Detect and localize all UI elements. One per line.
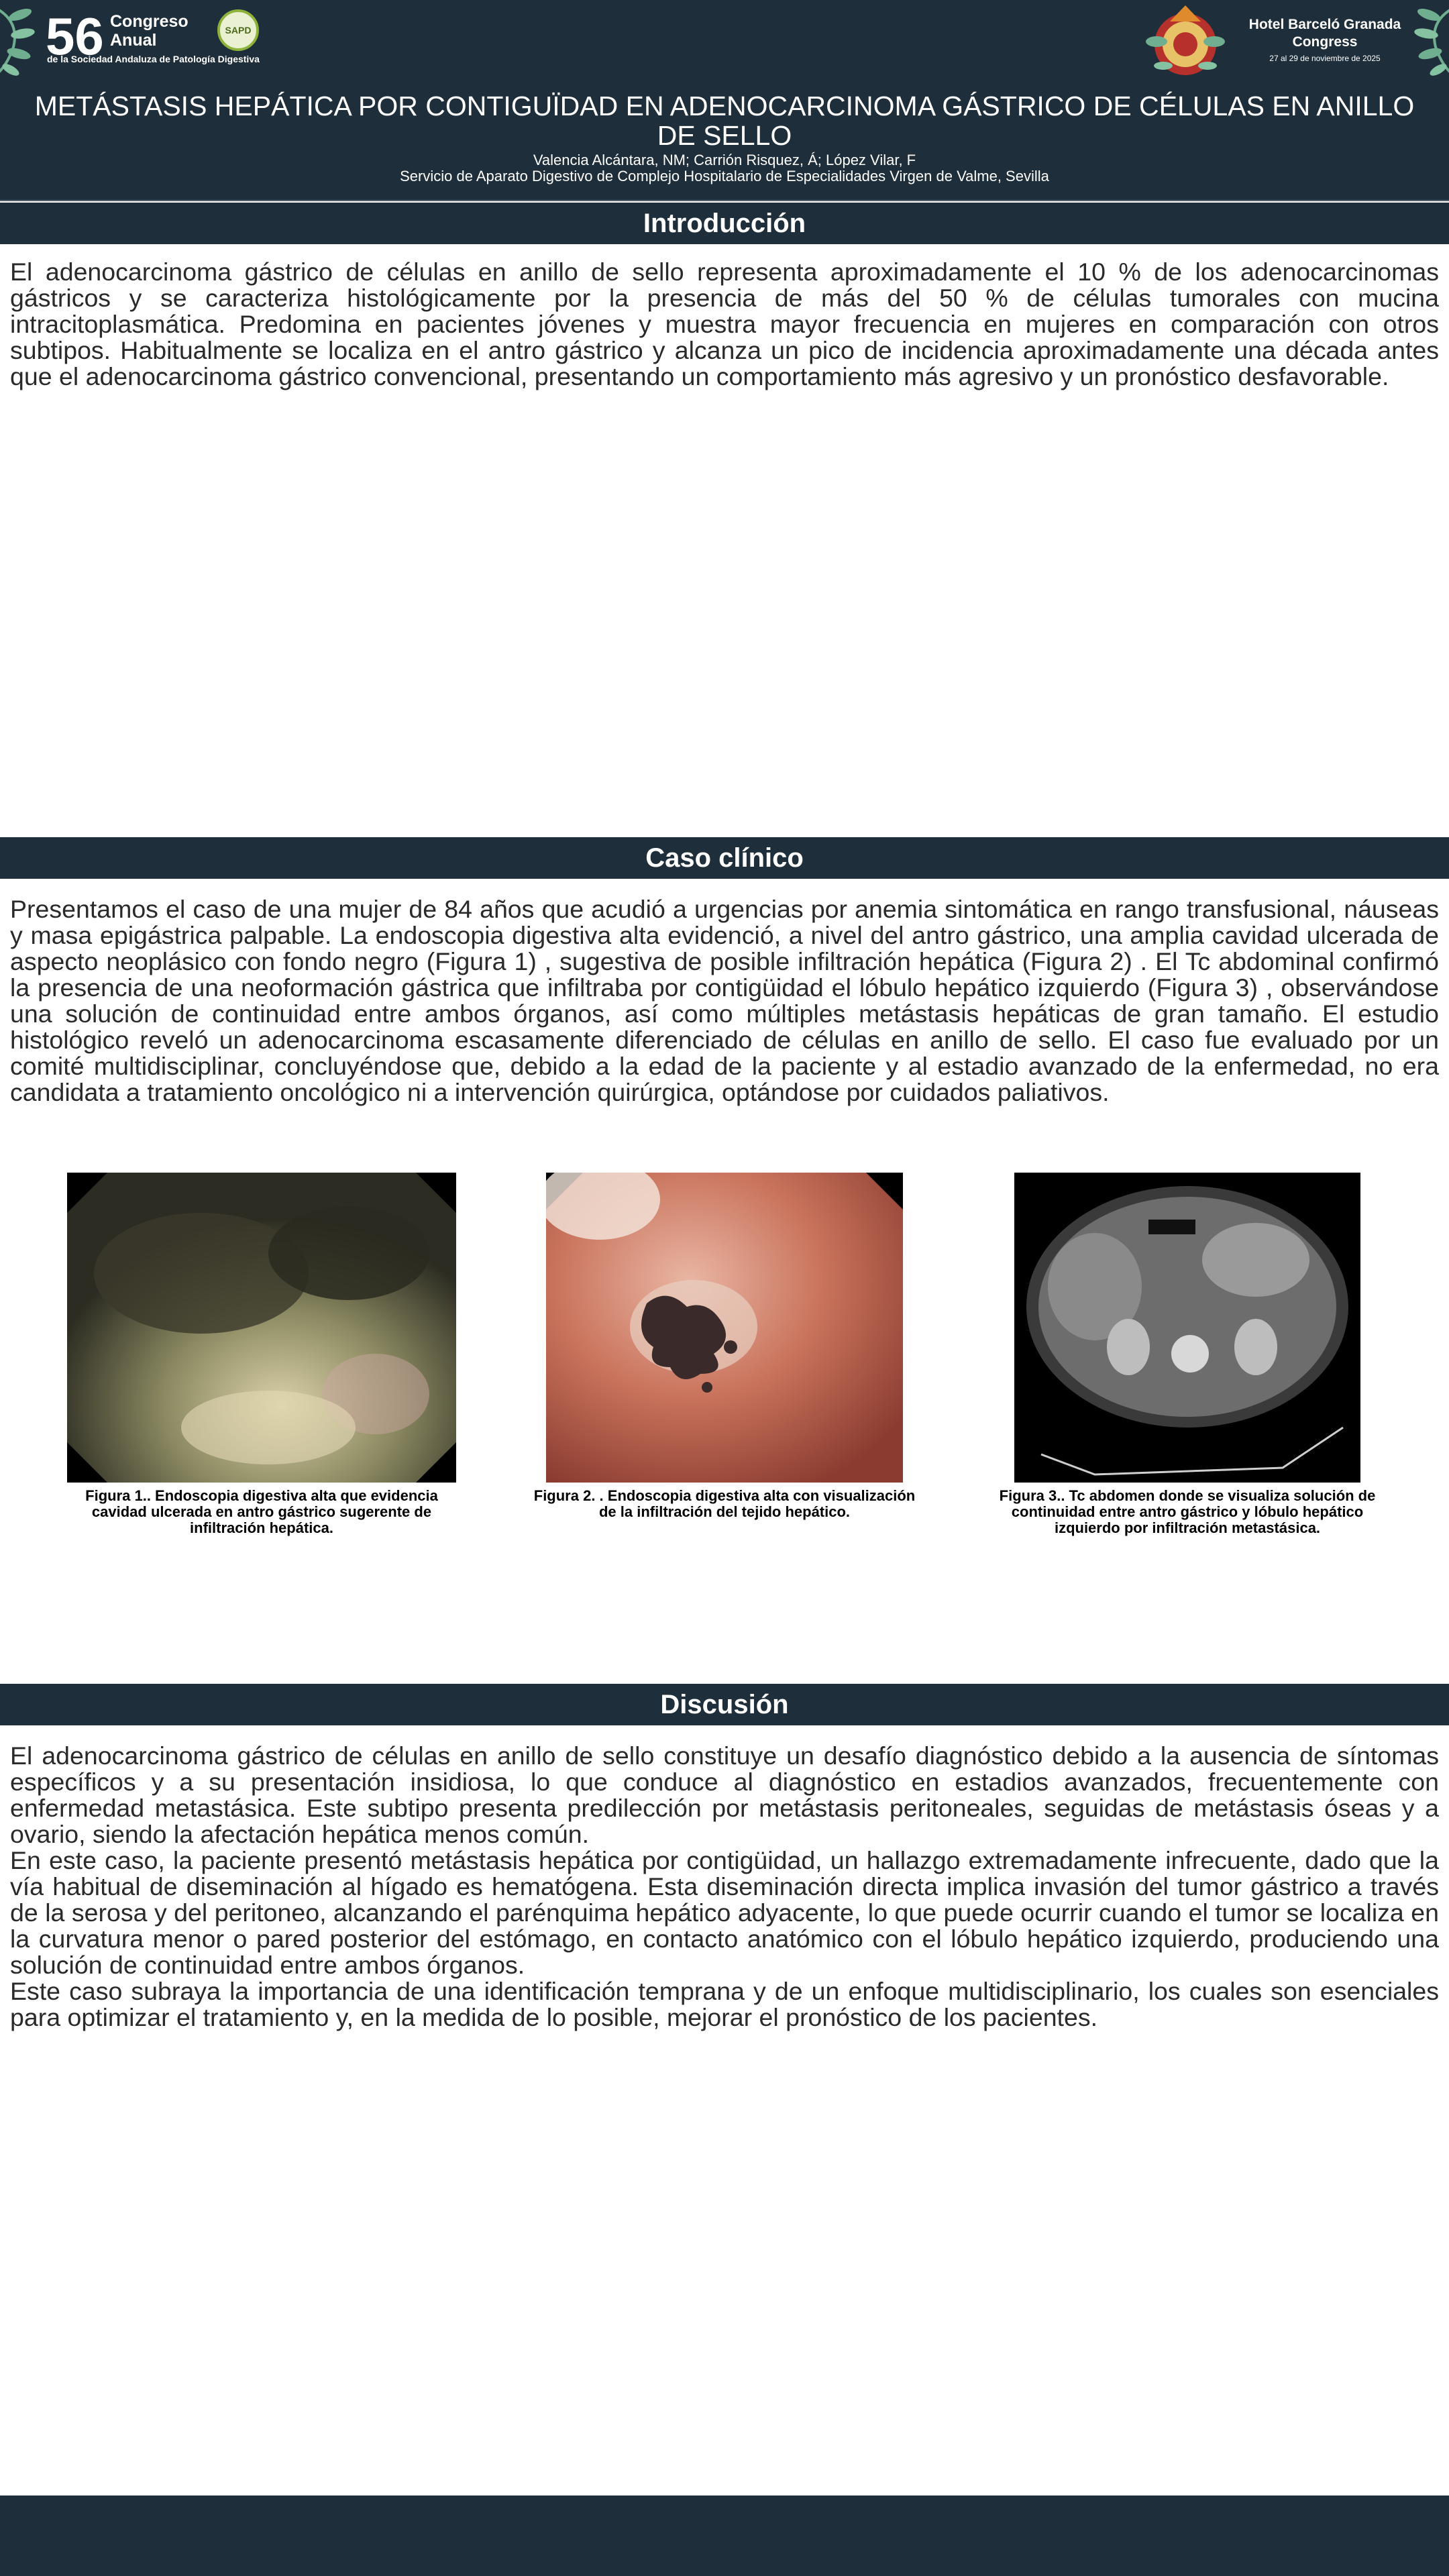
venue-name: Hotel Barceló Granada Congress <box>1248 17 1401 50</box>
granada-pomegranate-emblem-icon <box>1143 1 1228 82</box>
figure-1-caption: Figura 1.. Endoscopia digestiva alta que evidencia cavidad ulcerada en antro gástrico sugerente de infiltración hepática. <box>85 1487 438 1536</box>
leaf-ornament-left-icon <box>0 0 40 80</box>
society-name: de la Sociedad Andaluza de Patología Digestiva <box>47 54 260 64</box>
figure-3-graphic <box>1014 1173 1360 1483</box>
figure-2-caption: Figura 2. . Endoscopia digestiva alta con visualización de la infiltración del tejido hepático. <box>533 1487 916 1520</box>
poster-authors: Valencia Alcántara, NM; Carrión Risquez, Á; López Vilar, F <box>533 152 916 168</box>
header-divider <box>0 200 1449 201</box>
discussion-paragraph-2: En este caso, la paciente presentó metástasis hepática por contigüidad, un hallazgo extremadamente infrecuente, dado que la vía habitual de diseminación al hígado es hematógena. Esta diseminación directa implica invasión del tumor gástrico a través de la serosa y del peritoneo, alcanzando el parénquima hepático adyacente, lo que puede ocurrir cuando el tumor se localiza en la curvatura menor o pared posterior del estómago, en contacto anatómico con el lóbulo hepático izquierdo, produciendo una solución de continuidad entre ambos órganos. <box>10 1846 1439 1979</box>
discussion-paragraph-1: El adenocarcinoma gástrico de células en anillo de sello constituye un desafío diagnóstico debido a la ausencia de síntomas específicos y a su presentación insidiosa, lo que conduce al diagnóstico en estadios avanzados, frecuentemente con enfermedad metastásica. Este subtipo presenta predilección por metástasis peritoneales, seguidas de metástasis óseas y a ovario, siendo la afectación hepática menos común. <box>10 1741 1439 1848</box>
congress-label-text: Congreso Anual <box>110 12 189 50</box>
figure-1-endoscopy-image <box>67 1173 456 1483</box>
sapd-logo: SAPD <box>217 9 259 51</box>
figure-1-graphic <box>67 1173 456 1483</box>
poster-footer <box>0 2496 1449 2576</box>
case-heading: Caso clínico <box>0 837 1449 879</box>
figure-3-ct-image <box>1014 1173 1360 1483</box>
poster-header <box>0 0 1449 200</box>
poster-title: METÁSTASIS HEPÁTICA POR CONTIGUÏDAD EN ADENOCARCINOMA GÁSTRICO DE CÉLULAS EN ANILLO DE SELLO <box>34 91 1415 151</box>
case-paragraph: Presentamos el caso de una mujer de 84 años que acudió a urgencias por anemia sintomática en rango transfusional, náuseas y masa epigástrica palpable. La endoscopia digestiva alta evidenció, a nivel del antro gástrico, una amplia cavidad ulcerada de aspecto neoplásico con fondo negro (Figura 1) , sugestiva de posible infiltración hepática (Figura 2) . El Tc abdominal confirmó la presencia de una neoformación gástrica que infiltraba por contigüidad el lóbulo hepático izquierdo (Figura 3) , observándose una solución de continuidad entre ambos órganos, así como múltiples metástasis hepáticas de gran tamaño. El estudio histológico reveló un adenocarcinoma escasamente diferenciado de células en anillo de sello. El caso fue evaluado por un comité multidisciplinar, concluyéndose que, debido a la edad de la paciente y al estadio avanzado de la enfermedad, no era candidata a tratamiento oncológico ni a intervención quirúrgica, optándose por cuidados paliativos. <box>10 895 1439 1106</box>
discussion-text <box>10 1743 1439 2031</box>
venue-dates: 27 al 29 de noviembre de 2025 <box>1269 54 1381 63</box>
introduction-text <box>10 259 1439 390</box>
discussion-heading: Discusión <box>0 1684 1449 1725</box>
leaf-ornament-right-icon <box>1409 0 1449 80</box>
figure-3-caption: Figura 3.. Tc abdomen donde se visualiza solución de continuidad entre antro gástrico y lóbulo hepático izquierdo por infiltración metastásica. <box>999 1487 1376 1536</box>
congress-number: 56 <box>46 7 104 66</box>
discussion-paragraph-3: Este caso subraya la importancia de una identificación temprana y de un enfoque multidisciplinario, los cuales son esenciales para optimizar el tratamiento y, en la medida de lo posible, mejorar el pronóstico de los pacientes. <box>10 1977 1439 2031</box>
poster-affiliation: Servicio de Aparato Digestivo de Complejo Hospitalario de Especialidades Virgen de Valme, Sevilla <box>400 168 1049 184</box>
case-text <box>10 896 1439 1106</box>
congress-label <box>110 12 191 50</box>
figure-2-graphic <box>546 1173 903 1483</box>
introduction-paragraph: El adenocarcinoma gástrico de células en anillo de sello representa aproximadamente el 10 % de los adenocarcinomas gástricos y se caracteriza histológicamente por la presencia de más del 50 % de células tumorales con mucina intracitoplasmática. Predomina en pacientes jóvenes y muestra mayor frecuencia en mujeres en comparación con otros subtipos. Habitualmente se localiza en el antro gástrico y alcanza un pico de incidencia aproximadamente una década antes que el adenocarcinoma gástrico convencional, presentando un comportamiento más agresivo y un pronóstico desfavorable. <box>10 258 1439 390</box>
introduction-heading: Introducción <box>0 203 1449 244</box>
figure-2-endoscopy-image <box>546 1173 903 1483</box>
